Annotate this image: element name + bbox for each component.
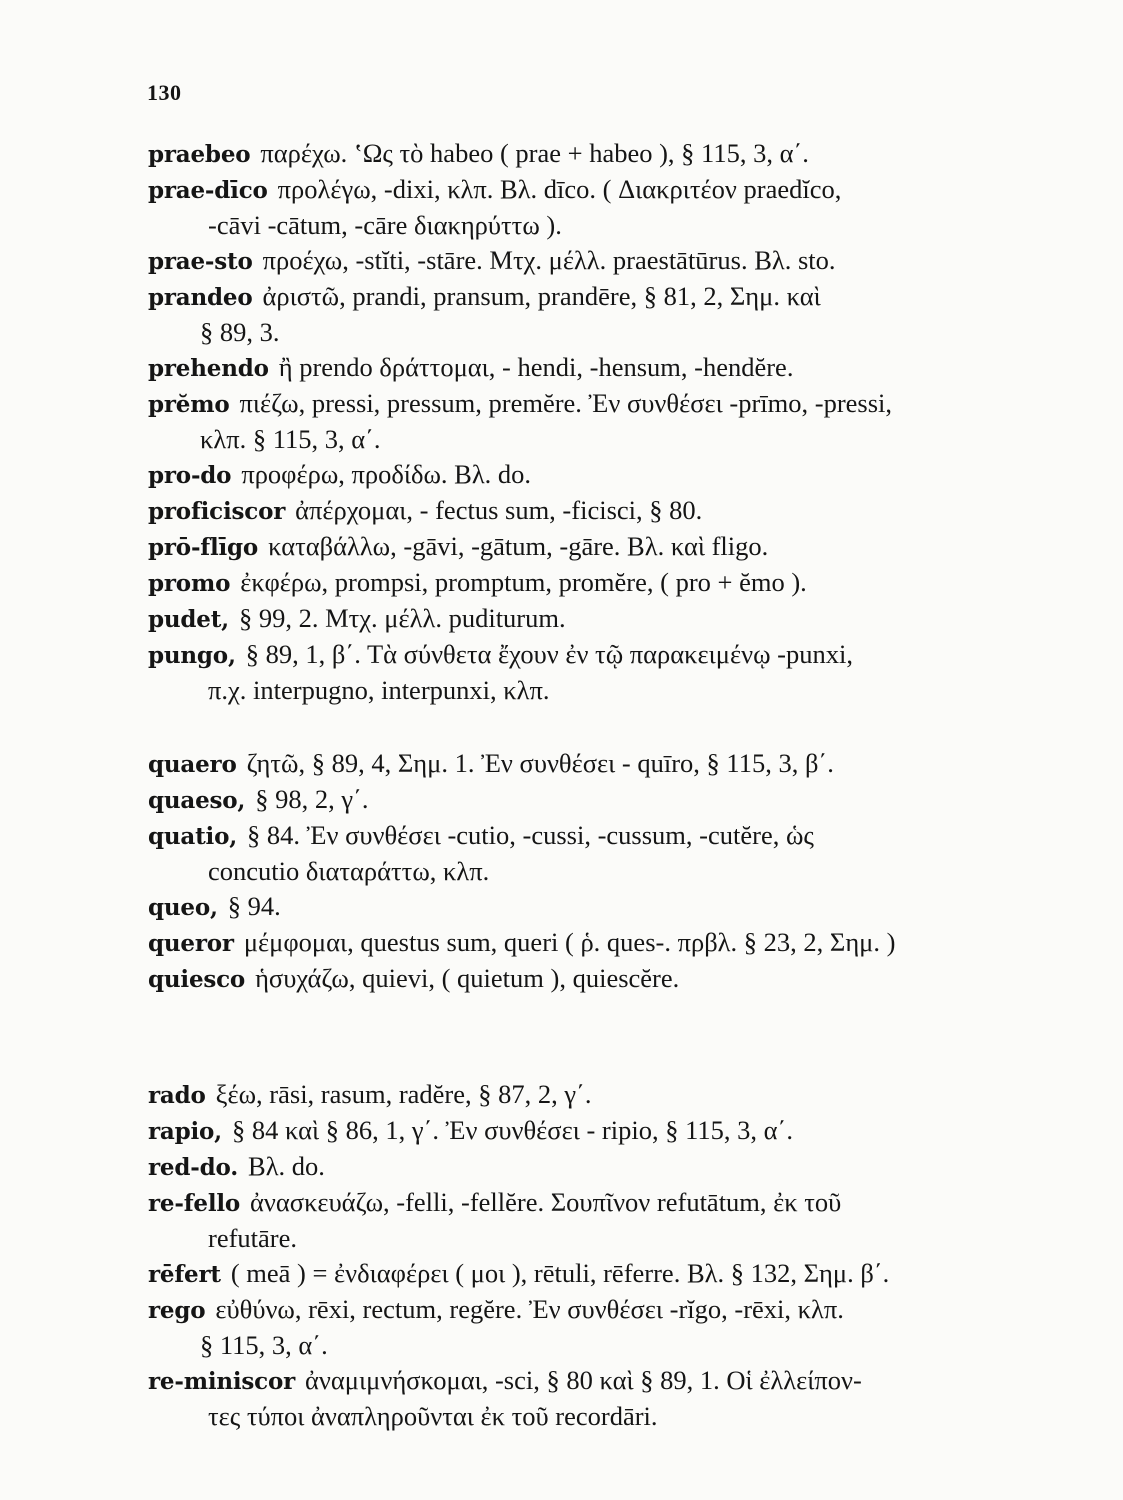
definition-continuation: § 89, 3. [200,317,280,347]
headword: re-fello [148,1190,241,1217]
entry-pro-do [148,457,1088,493]
definition: ἀριστῶ, prandi, pransum, prandēre, § 81, 2, Σημ. καὶ [262,281,821,311]
definition: πιέζω, pressi, pressum, premĕre. Ἐν συνθέσει -prīmo, -pressi, [239,388,893,418]
definition: § 99, 2. Μτχ. μέλλ. puditurum. [238,603,566,633]
entry-pungo [148,637,1088,708]
headword: rado [148,1082,206,1109]
headword: red-do. [148,1154,239,1181]
definition-continuation: refutāre. [208,1223,297,1253]
definition-continuation: κλπ. § 115, 3, α΄. [200,424,381,454]
entry-proficiscor [148,493,1088,529]
definition-continuation: τες τύποι ἀναπληροῦνται ἐκ τοῦ recordāri. [208,1401,658,1431]
entry-prae-dico [148,172,1088,243]
entry-queror [148,925,1088,961]
definition: § 84 καὶ § 86, 1, γ΄. Ἐν συνθέσει - ripio, § 115, 3, α΄. [232,1115,793,1145]
entry-rapio [148,1113,1088,1149]
definition: § 89, 1, β΄. Τὰ σύνθετα ἔχουν ἐν τῷ παρακειμένῳ -punxi, [245,639,853,669]
definition: ἡσυχάζω, quievi, ( quietum ), quiescĕre. [255,963,680,993]
entry-praebeo [148,136,1088,172]
entry-pudet [148,601,1088,637]
entry-refert [148,1256,1088,1292]
headword: rego [148,1297,206,1324]
definition: ζητῶ, § 89, 4, Σημ. 1. Ἐν συνθέσει - quīro, § 115, 3, β΄. [246,748,834,778]
entry-red-do [148,1149,1088,1185]
headword: praebeo [148,141,251,168]
headword: prae-dīco [148,177,268,204]
definition-continuation: concutio διαταράττω, κλπ. [208,856,490,886]
definition: εὐθύνω, rēxi, rectum, regĕre. Ἐν συνθέσει -rĭgo, -rēxi, κλπ. [215,1294,844,1324]
entry-rego [148,1292,1088,1363]
headword: queror [148,930,234,957]
entry-quaero [148,746,1088,782]
definition: μέμφομαι, questus sum, queri ( ῥ. ques-. πρβλ. § 23, 2, Σημ. ) [243,927,896,957]
entry-group-pr [148,136,1088,708]
definition: ξέω, rāsi, rasum, radĕre, § 87, 2, γ΄. [215,1079,592,1109]
definition-continuation: -cāvi -cātum, -cāre διακηρύττω ). [208,210,562,240]
definition: προέχω, -stĭti, -stāre. Μτχ. μέλλ. praestātūrus. Βλ. sto. [262,245,836,275]
headword: quatio, [148,823,238,850]
definition: Βλ. do. [248,1151,325,1181]
headword: promo [148,570,231,597]
definition: ἐκφέρω, prompsi, promptum, promĕre, ( pro + ĕmo ). [240,567,807,597]
entry-rado [148,1077,1088,1113]
headword: re-miniscor [148,1368,296,1395]
headword: prō-flīgo [148,534,259,561]
entry-list [148,136,1088,1434]
definition: § 94. [227,891,281,921]
entry-queo [148,889,1088,925]
headword: prandeo [148,284,253,311]
entry-quatio [148,818,1088,889]
entry-promo [148,565,1088,601]
definition: ( meā ) = ἐνδιαφέρει ( μοι ), rētuli, rēferre. Βλ. § 132, Σημ. β΄. [230,1258,890,1288]
headword: queo, [148,894,218,921]
definition: ἀπέρχομαι, - fectus sum, -ficisci, § 80. [295,495,703,525]
definition: § 84. Ἐν συνθέσει -cutio, -cussi, -cussum, -cutĕre, ὡς [247,820,814,850]
entry-re-miniscor [148,1363,1088,1434]
definition: προφέρω, προδίδω. Βλ. do. [241,459,532,489]
definition: ἀνασκευάζω, -felli, -fellĕre. Σουπῖνον refutātum, ἐκ τοῦ [250,1187,842,1217]
headword: quaero [148,751,237,778]
headword: quiesco [148,966,246,993]
entry-pro-fligo [148,529,1088,565]
headword: prae-sto [148,248,253,275]
headword: proficiscor [148,498,286,525]
headword: rēfert [148,1261,221,1288]
headword: rapio, [148,1118,222,1145]
definition-continuation: § 115, 3, α΄. [200,1330,328,1360]
definition: ἀναμιμνήσκομαι, -sci, § 80 καὶ § 89, 1. Οἱ ἐλλείπον- [305,1365,862,1395]
headword: prĕmo [148,391,230,418]
headword: pungo, [148,642,236,669]
headword: pudet, [148,606,229,633]
entry-group-r [148,1077,1088,1434]
headword: quaeso, [148,787,246,814]
definition: παρέχω. ʽΩς τὸ habeo ( prae + habeo ), § 115, 3, α΄. [260,138,809,168]
page-number: 130 [147,80,182,105]
definition: § 98, 2, γ΄. [255,784,369,814]
entry-group-qu [148,746,1088,997]
entry-prehendo [148,350,1088,386]
entry-quiesco [148,961,1088,997]
entry-premo [148,386,1088,457]
entry-prae-sto [148,243,1088,279]
definition-continuation: π.χ. interpugno, interpunxi, κλπ. [208,675,550,705]
headword: pro-do [148,462,232,489]
entry-re-fello [148,1185,1088,1256]
entry-prandeo [148,279,1088,350]
definition: καταβάλλω, -gāvi, -gātum, -gāre. Βλ. καὶ fligo. [268,531,769,561]
entry-quaeso [148,782,1088,818]
definition: ἢ prendo δράττομαι, - hendi, -hensum, -hendĕre. [278,352,794,382]
headword: prehendo [148,355,269,382]
definition: προλέγω, -dixi, κλπ. Βλ. dīco. ( Διακριτέον praedĭco, [277,174,842,204]
